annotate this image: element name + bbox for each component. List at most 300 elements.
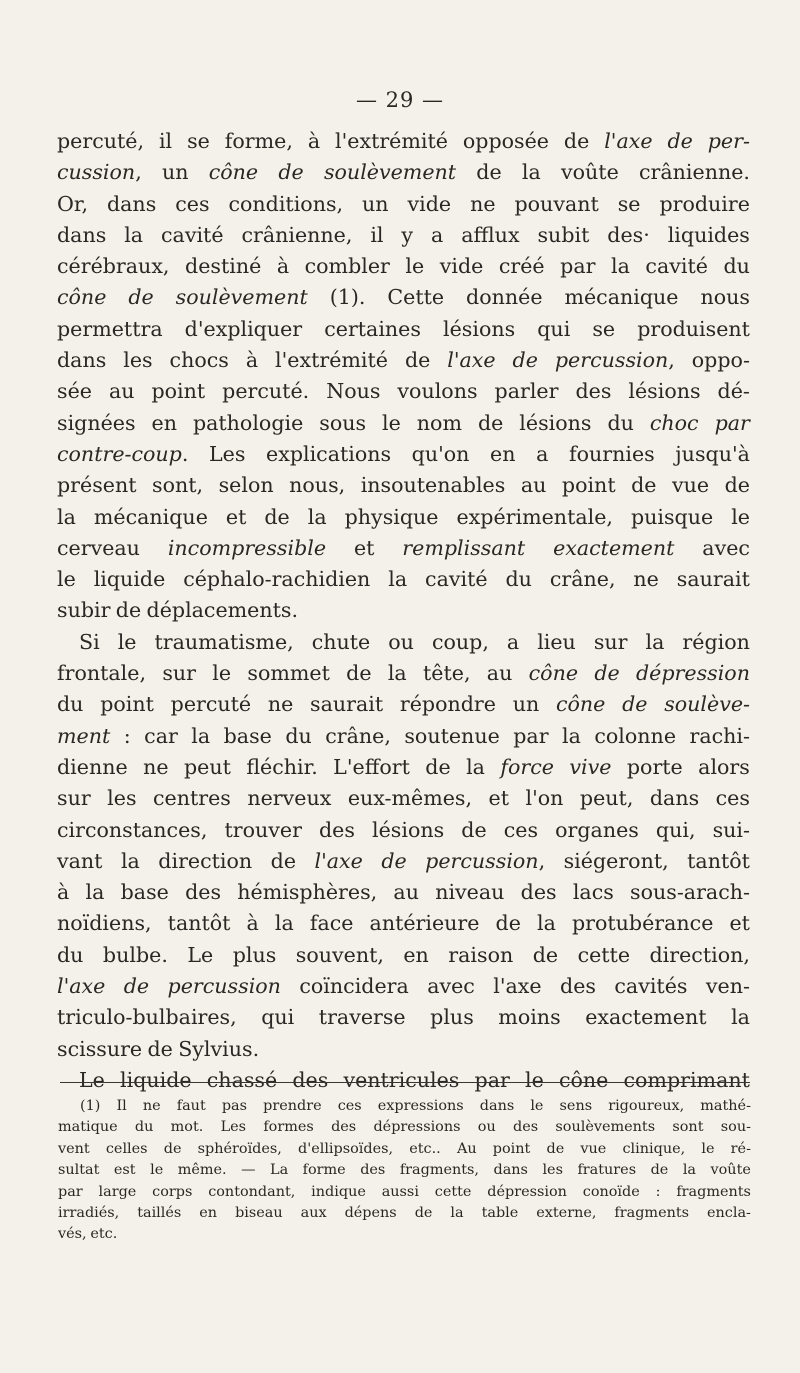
- word: [57, 908, 152, 939]
- text: et: [225, 504, 247, 529]
- word: [536, 1203, 596, 1224]
- word: [94, 502, 208, 533]
- text: sée: [57, 379, 92, 404]
- text: dans: [57, 348, 107, 373]
- word: [57, 502, 76, 533]
- word: [706, 971, 750, 1002]
- text: de: [270, 848, 297, 873]
- text: ne: [267, 692, 294, 717]
- text: du: [57, 692, 84, 717]
- text: y: [401, 222, 414, 247]
- word: [659, 189, 750, 220]
- text: La: [270, 1162, 289, 1179]
- footnote-line: [58, 1224, 751, 1245]
- italic-text: de: [594, 661, 620, 686]
- text: etc.: [90, 1226, 118, 1243]
- text: percuté.: [222, 379, 310, 404]
- text: vue: [672, 473, 710, 498]
- text: céphalo-rachidien: [183, 567, 371, 592]
- word: [120, 1065, 192, 1096]
- word: [604, 126, 652, 157]
- text: ne: [143, 754, 169, 779]
- word: [478, 408, 503, 439]
- word: [466, 282, 542, 313]
- text: se: [592, 316, 616, 341]
- word: [499, 251, 545, 282]
- word: [159, 126, 172, 157]
- word: [57, 846, 102, 877]
- text: d'expliquer: [184, 316, 303, 341]
- text: des: [360, 1162, 386, 1179]
- word: [305, 251, 390, 282]
- text: vant: [57, 848, 103, 873]
- word: [607, 408, 633, 439]
- word: [161, 220, 224, 251]
- word: [57, 595, 110, 626]
- italic-text: percussion: [167, 974, 281, 999]
- text: la: [388, 567, 408, 592]
- text: base: [223, 723, 272, 748]
- text: du: [607, 410, 634, 435]
- word: [207, 1065, 277, 1096]
- word: [162, 658, 196, 689]
- word: [212, 658, 231, 689]
- text: combler: [304, 254, 390, 279]
- italic-text: soulèvement: [175, 285, 308, 310]
- text-line: [57, 815, 750, 846]
- text: faut: [176, 1098, 206, 1114]
- text: vide: [407, 191, 452, 216]
- text: la: [537, 911, 556, 936]
- word: [560, 971, 596, 1002]
- text: la: [124, 222, 144, 247]
- italic-text: de: [381, 848, 407, 873]
- word: [57, 533, 140, 564]
- text: point: [561, 473, 616, 498]
- word: [326, 376, 380, 407]
- text: voulons: [397, 379, 478, 404]
- text: saurait: [310, 692, 384, 717]
- text: des: [292, 1067, 329, 1092]
- italic-text: de: [128, 285, 154, 310]
- word: [513, 689, 540, 720]
- word: [57, 251, 169, 282]
- text: la: [57, 504, 76, 529]
- text: a: [430, 222, 444, 247]
- text: forme: [302, 1162, 346, 1179]
- word: [164, 1139, 182, 1160]
- text: coïncidera: [299, 974, 409, 999]
- text: ne: [470, 191, 496, 216]
- text: des: [513, 1119, 539, 1136]
- word: [700, 1096, 751, 1117]
- text: sur: [57, 786, 91, 811]
- text: les: [107, 786, 137, 811]
- word: [57, 564, 76, 595]
- text: de: [404, 348, 431, 373]
- word: [241, 220, 352, 251]
- italic-text: cône: [555, 692, 606, 717]
- text: se: [617, 191, 641, 216]
- text: de: [476, 160, 502, 185]
- text: peut: [183, 754, 231, 779]
- text: coup,: [431, 629, 489, 654]
- word: [715, 408, 750, 439]
- word: [594, 658, 619, 689]
- text: de: [563, 129, 590, 153]
- text: ne: [142, 1098, 161, 1114]
- word: [193, 408, 303, 439]
- text: il: [158, 129, 173, 153]
- italic-text: l'axe: [447, 348, 496, 373]
- word: [308, 126, 320, 157]
- text: sous-arach-: [630, 880, 750, 905]
- word: [57, 752, 128, 783]
- word: [178, 1034, 259, 1065]
- text: par: [513, 723, 549, 748]
- word: [425, 564, 488, 595]
- word: [463, 126, 549, 157]
- word: [209, 439, 245, 470]
- word: [333, 752, 410, 783]
- text: la: [120, 848, 140, 873]
- text: cône: [558, 1067, 609, 1092]
- word: [435, 1182, 472, 1203]
- text: etc..: [409, 1140, 441, 1157]
- text: tête,: [423, 661, 471, 686]
- text: (1): [80, 1098, 101, 1114]
- word: [636, 658, 750, 689]
- word: [382, 1182, 419, 1203]
- text: des: [575, 379, 612, 404]
- text-line: [57, 908, 750, 939]
- text: traumatisme,: [154, 629, 294, 654]
- text: ou: [388, 629, 414, 654]
- word: [731, 1002, 750, 1033]
- word: [263, 1096, 321, 1117]
- text: vent: [58, 1140, 90, 1157]
- word: [457, 1139, 477, 1160]
- word: [57, 470, 137, 501]
- word: [121, 877, 169, 908]
- text: opposée: [462, 129, 549, 153]
- word: [228, 189, 343, 220]
- word: [270, 1160, 288, 1181]
- text: permettra: [57, 316, 163, 341]
- word: [170, 345, 229, 376]
- text: alors: [698, 754, 750, 779]
- text: tantôt: [167, 911, 231, 936]
- text: région: [682, 629, 750, 654]
- text: Si: [79, 629, 100, 654]
- word: [400, 689, 496, 720]
- word: [237, 877, 377, 908]
- word: [185, 314, 302, 345]
- word: [177, 1096, 206, 1117]
- word: [651, 1160, 669, 1181]
- text: l'axe: [493, 974, 542, 999]
- word: [187, 126, 210, 157]
- italic-text: de: [622, 692, 648, 717]
- text: :: [655, 1183, 661, 1200]
- text: du: [723, 254, 750, 279]
- text: base: [120, 880, 169, 905]
- word: [676, 1182, 751, 1203]
- word: [219, 470, 274, 501]
- word: [199, 1203, 217, 1224]
- text: cavité: [425, 567, 488, 592]
- word: [729, 908, 749, 939]
- word: [222, 376, 309, 407]
- word: [57, 376, 92, 407]
- word: [235, 1203, 283, 1224]
- word: [247, 908, 259, 939]
- text: par: [58, 1183, 83, 1200]
- word: [555, 1117, 655, 1138]
- text: sou-: [720, 1119, 751, 1136]
- word: [725, 470, 750, 501]
- word: [325, 721, 391, 752]
- word: [151, 376, 205, 407]
- word: [500, 752, 554, 783]
- word: [461, 815, 486, 846]
- text: ,: [668, 348, 675, 373]
- word: [241, 1160, 255, 1181]
- text: au: [486, 661, 513, 686]
- text: produisent: [637, 316, 750, 341]
- word: [560, 1096, 593, 1117]
- word: [58, 1139, 90, 1160]
- italic-text: par: [714, 410, 750, 435]
- text: signées: [57, 410, 136, 435]
- italic-text: incompressible: [167, 535, 327, 560]
- text: de: [650, 1162, 669, 1179]
- word: [683, 1160, 696, 1181]
- text: et: [353, 535, 375, 560]
- text: Cette: [387, 285, 445, 310]
- text-line: [57, 752, 750, 783]
- word: [611, 251, 630, 282]
- word: [701, 1139, 714, 1160]
- word: [664, 689, 750, 720]
- text: fléchir.: [246, 754, 318, 779]
- word: [677, 564, 750, 595]
- word: [319, 815, 355, 846]
- word: [175, 189, 209, 220]
- word: [387, 282, 444, 313]
- text: même.: [177, 1162, 227, 1179]
- word: [185, 251, 261, 282]
- word: [564, 126, 589, 157]
- word: [448, 940, 513, 971]
- word: [403, 940, 428, 971]
- text: la: [562, 723, 581, 748]
- word: [354, 533, 374, 564]
- text: bulbe.: [102, 942, 168, 967]
- text: de: [147, 1036, 173, 1061]
- word: [607, 220, 650, 251]
- word: [731, 1139, 751, 1160]
- word: [443, 314, 515, 345]
- text: nerveux: [247, 786, 332, 811]
- word: [555, 345, 675, 376]
- word: [707, 1203, 751, 1224]
- italic-text: soulèvement: [323, 160, 457, 185]
- word: [537, 908, 556, 939]
- word: [656, 1182, 661, 1203]
- italic-text: l'axe: [314, 848, 363, 873]
- word: [57, 439, 188, 470]
- word: [319, 1002, 406, 1033]
- word: [57, 940, 83, 971]
- text: dans: [57, 222, 107, 247]
- text: ces: [337, 1098, 362, 1114]
- word: [106, 1139, 148, 1160]
- word: [225, 126, 293, 157]
- word: [158, 846, 252, 877]
- text: au: [108, 379, 135, 404]
- text: le: [382, 410, 401, 435]
- text: exactement: [585, 1005, 707, 1030]
- word: [152, 470, 203, 501]
- word: [109, 376, 135, 407]
- word: [360, 1160, 385, 1181]
- text: la: [466, 754, 485, 779]
- text: qu'on: [411, 441, 470, 466]
- text: d'ellipsoïdes,: [298, 1140, 394, 1157]
- text-line: [57, 376, 750, 407]
- word: [343, 1065, 459, 1096]
- text: direction: [158, 848, 253, 873]
- word: [116, 1096, 126, 1117]
- italic-text: ment: [57, 723, 111, 748]
- text: voûte: [710, 1162, 751, 1179]
- text: cavité: [161, 222, 224, 247]
- footnote-line: [58, 1117, 751, 1138]
- text: certaines: [324, 316, 421, 341]
- text: qui: [261, 1005, 295, 1030]
- text: en: [151, 410, 177, 435]
- word: [622, 689, 647, 720]
- word: [277, 251, 289, 282]
- word: [301, 1203, 327, 1224]
- word: [335, 126, 448, 157]
- text: dépens: [344, 1204, 397, 1221]
- word: [57, 189, 88, 220]
- text: la: [450, 1204, 464, 1221]
- text-line: [57, 940, 750, 971]
- word: [450, 1203, 463, 1224]
- word: [519, 408, 591, 439]
- word: [143, 1096, 161, 1117]
- word: [338, 1096, 362, 1117]
- word: [456, 502, 612, 533]
- word: [487, 658, 513, 689]
- word: [246, 752, 317, 783]
- text: fragments: [614, 1204, 690, 1221]
- text: ces: [175, 191, 210, 216]
- text: la: [85, 880, 105, 905]
- word: [100, 689, 154, 720]
- text: Le: [187, 942, 214, 967]
- word: [476, 157, 501, 188]
- word: [592, 314, 615, 345]
- italic-text: cône: [208, 160, 259, 185]
- text: rigoureux,: [608, 1098, 685, 1114]
- text: dans: [106, 191, 157, 216]
- text-line: [57, 533, 750, 564]
- word: [537, 627, 576, 658]
- word: [57, 314, 163, 345]
- word: [440, 251, 484, 282]
- text: par: [474, 1067, 510, 1092]
- text: le: [701, 1140, 715, 1157]
- text: percuté,: [57, 129, 145, 153]
- word: [168, 971, 281, 1002]
- word: [475, 1065, 510, 1096]
- word: [345, 1203, 397, 1224]
- word: [645, 251, 708, 282]
- word: [171, 1117, 204, 1138]
- word: [561, 157, 619, 188]
- word: [495, 376, 559, 407]
- word: [121, 846, 140, 877]
- text: des·: [607, 222, 650, 247]
- text: la: [274, 911, 294, 936]
- text: des: [331, 1119, 357, 1136]
- text: a: [536, 441, 549, 466]
- text-line: [57, 1002, 750, 1033]
- word: [346, 658, 371, 689]
- word: [226, 502, 246, 533]
- italic-text: soulève-: [664, 692, 750, 717]
- text: crâne,: [325, 723, 391, 748]
- text: siégeront,: [563, 848, 669, 873]
- text: fragments,: [399, 1162, 479, 1179]
- text: sont: [672, 1119, 704, 1136]
- word: [639, 157, 750, 188]
- word: [168, 533, 326, 564]
- word: [498, 1002, 560, 1033]
- word: [608, 1096, 684, 1117]
- word: [79, 627, 100, 658]
- text: cérébraux,: [57, 254, 170, 279]
- word: [116, 595, 141, 626]
- footnote-line: [58, 1203, 751, 1224]
- word: [292, 1065, 328, 1096]
- word: [480, 1096, 514, 1117]
- text: physique: [344, 504, 439, 529]
- text: le: [150, 1162, 164, 1179]
- text: vide: [439, 254, 484, 279]
- word: [404, 721, 499, 752]
- word: [124, 721, 131, 752]
- text: aussi: [381, 1183, 419, 1200]
- word: [58, 1224, 87, 1245]
- word: [631, 470, 656, 501]
- text: souvent,: [295, 942, 384, 967]
- text-line: [57, 658, 750, 689]
- word: [425, 752, 450, 783]
- word: [513, 721, 548, 752]
- text-line: [57, 877, 750, 908]
- text: lésions: [628, 379, 701, 404]
- word: [537, 220, 589, 251]
- text: en: [403, 942, 429, 967]
- text: frontale,: [57, 661, 147, 686]
- word: [57, 877, 69, 908]
- word: [135, 1117, 153, 1138]
